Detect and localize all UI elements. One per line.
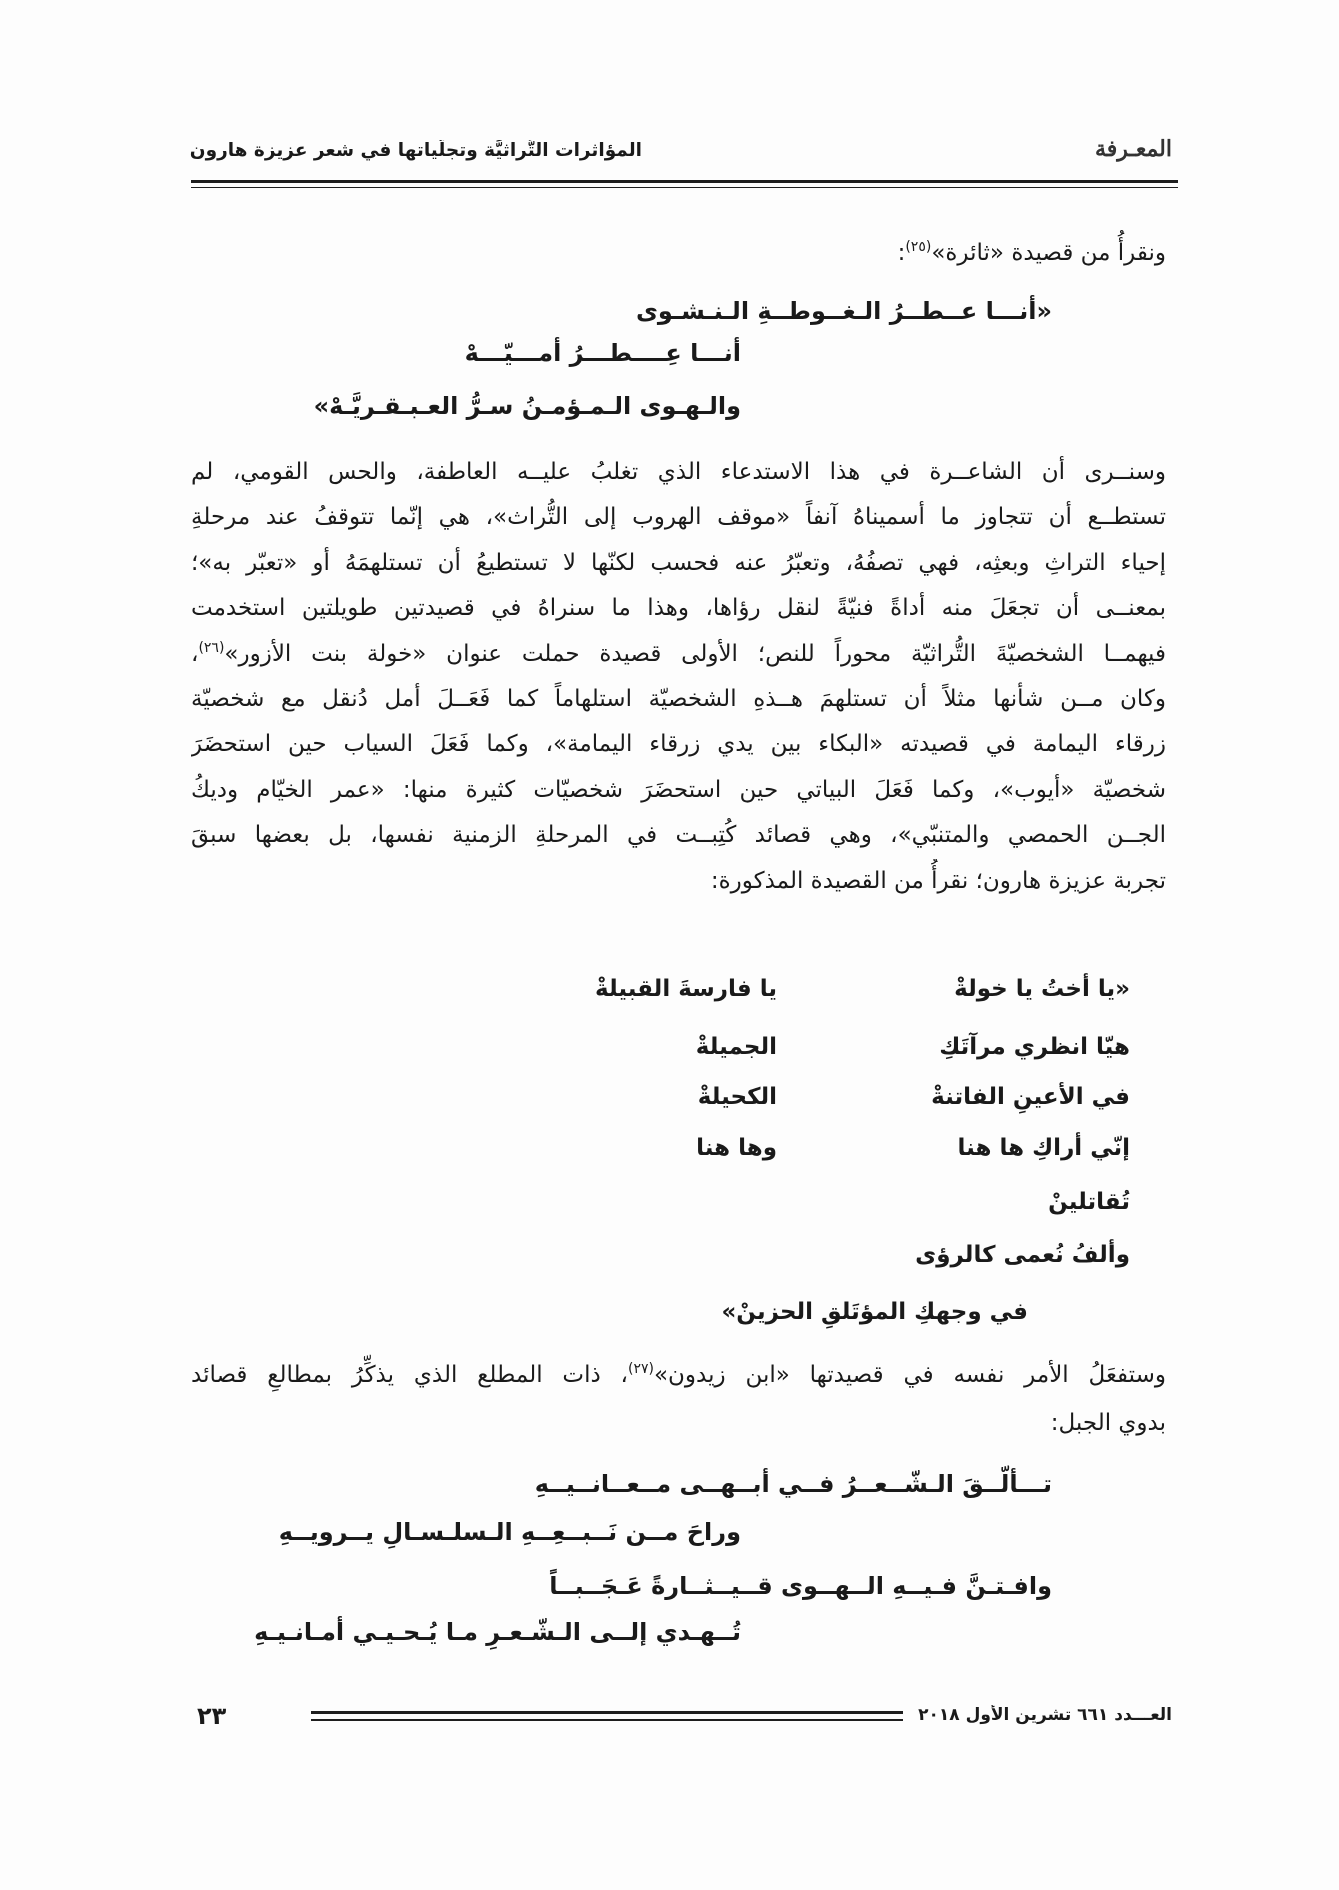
journal-logo: المعـرفة <box>1094 136 1172 162</box>
running-title: المؤاثرات التُّراثيَّة وتجلّياتها في شعر عزيزة هارون <box>190 140 642 161</box>
paragraph-line: بدوي الجبل: <box>1050 1410 1166 1436</box>
line-text: فيهمــا الشخصيّةَ التُّراثيّة محوراً للنص؛ الأولى قصيدة حملت عنوان «خولة بنت الأزور» <box>224 640 1166 667</box>
verse-line: أنـــا عِــــطـــرُ أمـــيّـــهْ <box>464 339 741 367</box>
header-rule <box>191 180 1178 183</box>
verse-right: في الأعينِ الفاتنةْ <box>931 1084 1130 1110</box>
issue-info: العـــدد ٦٦١ تشرين الأول ٢٠١٨ <box>918 1705 1172 1725</box>
verse-line: وافـتـنَّ فـيــهِ الــهــوى قــيــثــارةً عَـجَــبــاً <box>549 1572 1052 1600</box>
verse-left: يا فارسةَ القبيلةْ <box>595 976 777 1002</box>
line-after: ، <box>191 640 199 667</box>
verse-line: «أنـــا عــطــرُ الـغــوطــةِ الـنـشـوى <box>635 297 1052 325</box>
verse-closing: في وجهكِ المؤتَلقِ الحزينْ» <box>721 1299 1028 1325</box>
verse-line: والـهـوى الـمـؤمـنُ سـرُّ العـبـقـريَّـهْ» <box>313 392 741 420</box>
intro-text: ونقرأُ من قصيدة «ثائرة» <box>931 240 1166 266</box>
footnote-ref: (٢٥) <box>905 239 932 255</box>
intro-after: : <box>897 240 906 266</box>
verse-right: وألفُ نُعمى كالرؤى <box>915 1242 1130 1268</box>
footnote-ref: (٢٦) <box>198 639 225 656</box>
verse-left: الجميلةْ <box>695 1034 777 1060</box>
paragraph-line <box>191 1351 1166 1399</box>
paragraph-line <box>191 632 1166 677</box>
page-number: ٢٣ <box>197 1702 227 1730</box>
line-text: وستفعَلُ الأمر نفسه في قصيدتها «ابن زيدون» <box>653 1362 1166 1388</box>
intro-line <box>898 240 1166 266</box>
verse-right: إنّي أراكِ ها هنا <box>957 1135 1130 1161</box>
verse-right: «يا أختُ يا خولةْ <box>954 976 1130 1002</box>
verse-line: تـــألّــقَ الـشّــعــرُ فــي أبــهــى مــعــانــيــهِ <box>534 1470 1052 1498</box>
verse-right: هيّا انظري مرآتَكِ <box>939 1034 1130 1060</box>
verse-left: وها هنا <box>696 1135 777 1161</box>
footer-rule-thin <box>311 1719 903 1721</box>
paragraph-line: وكان مــن شأنها مثلاً أن تستلهمَ هــذهِ الشخصيّة استلهاماً كما فَعَــلَ أمل دُنقل مع شخصيّة <box>191 685 1166 712</box>
verse-right: تُقاتلينْ <box>1048 1189 1130 1215</box>
paragraph-line: وسنــرى أن الشاعــرة في هذا الاستدعاء الذي تغلبُ عليــه العاطفة، والحس القومي، لم <box>191 459 1166 485</box>
paragraph-line: تجربة عزيزة هارون؛ نقرأُ من القصيدة المذكورة: <box>710 867 1166 894</box>
paragraph-line: الجــن الحمصي والمتنبّي»، وهي قصائد كُتِبــت في المرحلةِ الزمنية نفسها، بل بعضها سبقَ <box>191 822 1166 849</box>
body-paragraph <box>191 1351 1166 1447</box>
paragraph-line: إحياء التراثِ وبعثِه، فهي تصفُهُ، وتعبّرُ عنه فحسب لكنّها لا تستطيعُ أن تستلهمَهُ أو «تعبّر به»؛ <box>191 549 1166 576</box>
paragraph-line: شخصيّة «أيوب»، وكما فَعَلَ البياتي حين استحضَرَ شخصيّات كثيرة منها: «عمر الخيّام وديكُ <box>191 776 1166 803</box>
paragraph-line: تستطــع أن تتجاوز ما أسميناهُ آنفاً «موقف الهروب إلى التُّراث»، هي إنّما تتوقفُ عند مرحلةِ <box>191 504 1166 531</box>
footnote-ref: (٢٧) <box>627 1361 654 1377</box>
paragraph-line: بمعنــى أن تجعَلَ منه أداةً فنيّةً لنقل رؤاها، وهذا ما سنراهُ في قصيدتين طويلتين استخدمت <box>191 595 1166 622</box>
footer-rule <box>311 1711 903 1714</box>
verse-line: وراحَ مــن نَــبــعِــهِ الـسلـسـالِ يــرويــهِ <box>278 1518 741 1546</box>
paragraph-line: زرقاء اليمامة في قصيدته «البكاء بين يدي زرقاء اليمامة»، وكما فَعَلَ السياب حين استحضَرَ <box>191 731 1166 758</box>
verse-left: الكحيلةْ <box>697 1084 777 1110</box>
verse-line: تُــهـدي إلــى الـشّـعـرِ مـا يُـحـيـي أمـانـيـهِ <box>254 1618 741 1646</box>
line-after: ، ذات المطلع الذي يذكِّرُ بمطالعِ قصائد <box>191 1362 628 1388</box>
body-paragraph <box>191 450 1166 904</box>
header-rule-thin <box>191 187 1178 188</box>
